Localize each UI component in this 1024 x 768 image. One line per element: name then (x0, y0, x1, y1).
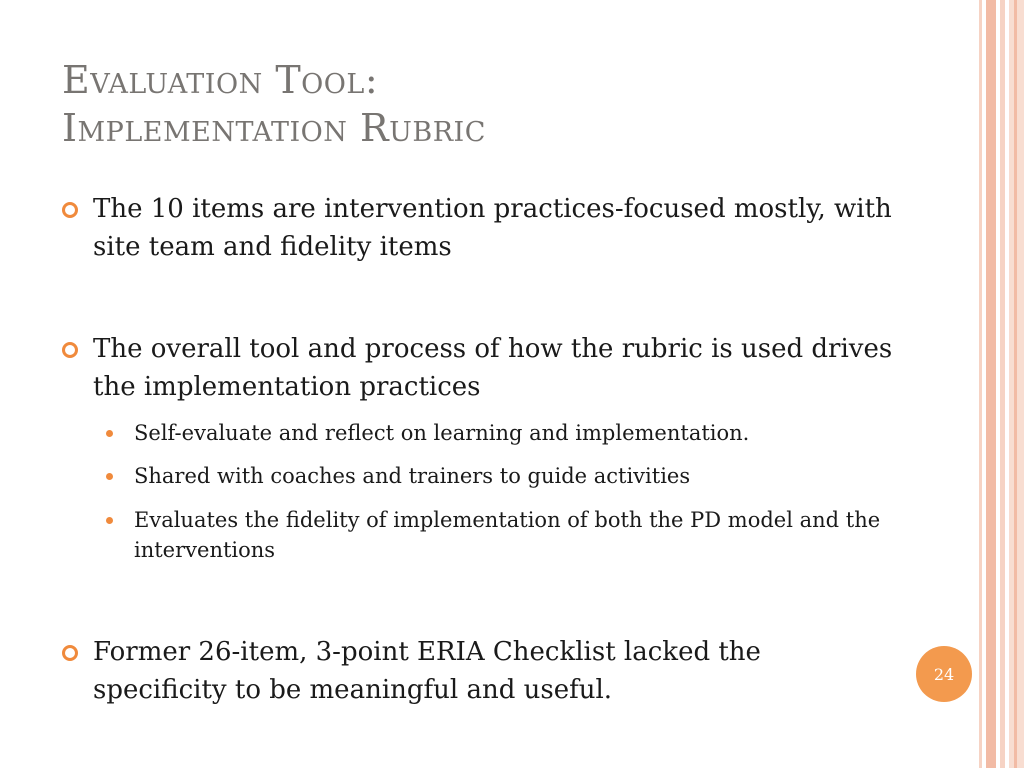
bullet-text: The overall tool and process of how the rubric is used drives the implementation practices (93, 334, 893, 402)
sub-bullet-item (106, 418, 956, 448)
sub-bullet-text: Self-evaluate and reflect on learning and implementation. (134, 421, 750, 445)
bullet-dot-icon (106, 430, 113, 437)
decorative-stripe (979, 0, 982, 768)
bullet-item (62, 633, 902, 709)
bullet-item (62, 330, 922, 406)
sub-bullet-text: Evaluates the fidelity of implementation of both the PD model and the interventions (134, 508, 881, 562)
bullet-text: Former 26-item, 3-point ERIA Checklist lacked the specificity to be meaningful and useful. (93, 637, 761, 705)
bullet-ring-icon (62, 645, 78, 661)
bullet-ring-icon (62, 202, 78, 218)
decorative-stripe (986, 0, 996, 768)
bullet-item (62, 190, 922, 266)
page-number: 24 (933, 664, 955, 684)
bullet-dot-icon (106, 517, 113, 524)
slide-title (62, 56, 942, 152)
decorative-stripe (1014, 0, 1017, 768)
sub-bullet-item (106, 461, 956, 491)
bullet-dot-icon (106, 473, 113, 480)
title-line-1: Evaluation Tool: (62, 58, 379, 102)
page-number-badge (916, 646, 972, 702)
decorative-stripe (1000, 0, 1005, 768)
bullet-text: The 10 items are intervention practices-focused mostly, with site team and fidelity items (93, 194, 892, 262)
title-line-2: Implementation Rubric (62, 106, 486, 150)
sub-bullet-text: Shared with coaches and trainers to guide activities (134, 464, 691, 488)
bullet-ring-icon (62, 342, 78, 358)
sub-bullet-item (106, 505, 956, 565)
